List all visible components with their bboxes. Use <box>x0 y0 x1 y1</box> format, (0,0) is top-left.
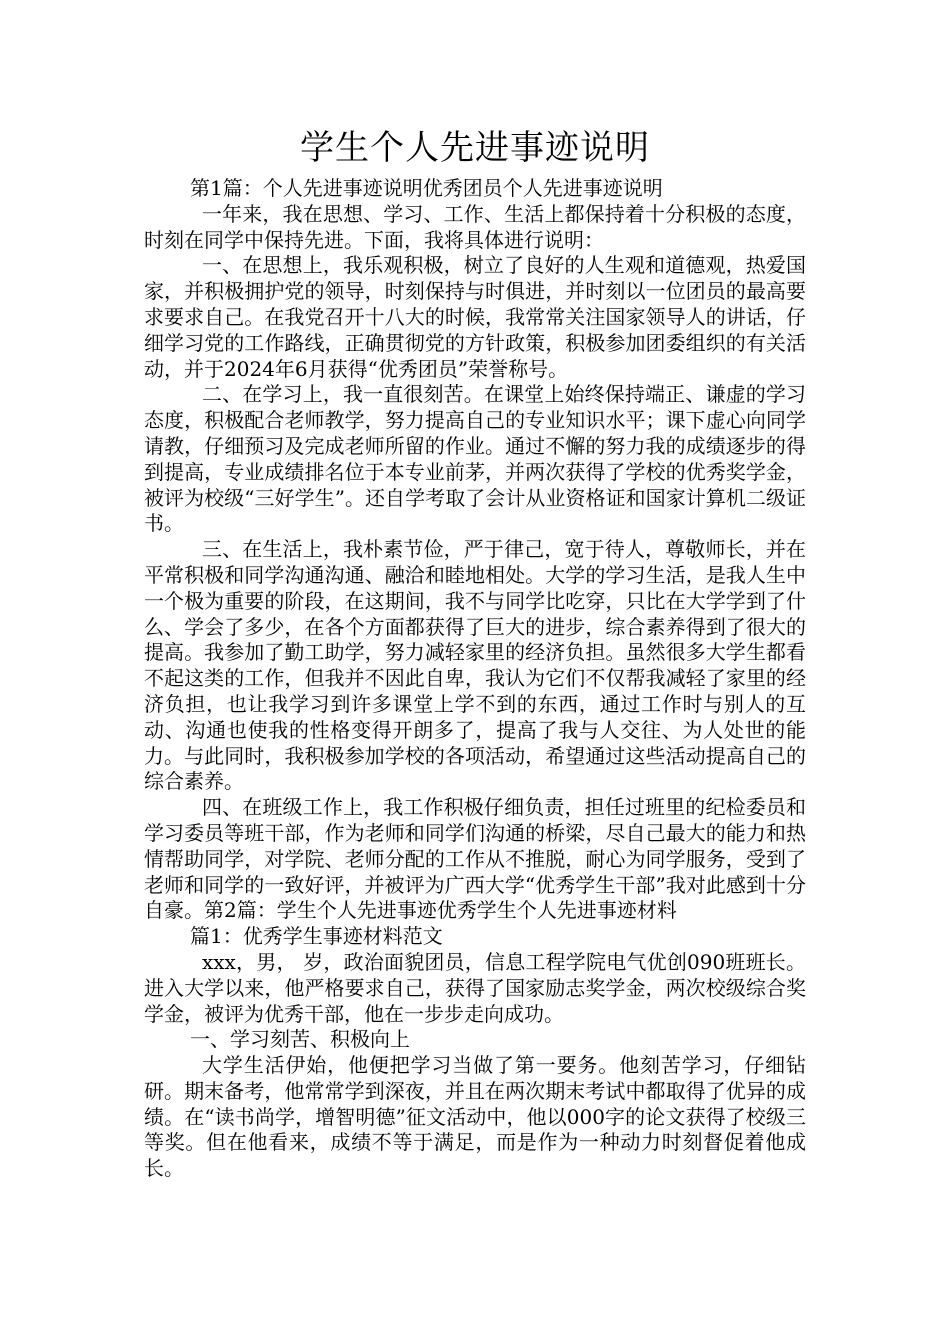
paragraph-university-life: 大学生活伊始，他便把学习当做了第一要务。他刻苦学习，仔细钻研。期末备考，他常常学到深夜，并且在两次期末考试中都取得了优异的成绩。在“读书尚学，增智明德”征文活动中，他以000字的论文获得了校级三等奖。但在他看来，成绩不等于满足，而是作为一种动力时刻督促着他成长。 <box>144 1053 806 1181</box>
paragraph-student-profile: xxx，男， 岁，政治面貌团员，信息工程学院电气优创090班班长。进入大学以来，他严格要求自己，获得了国家励志奖学金，两次校级综合奖学金，被评为优秀干部，他在一步步走向成功。 <box>144 949 806 1026</box>
paragraph-intro: 一年来，我在思想、学习、工作、生活上都保持着十分积极的态度，时刻在同学中保持先进。下面，我将具体进行说明： <box>144 201 806 252</box>
section-heading-2: 篇1：优秀学生事迹材料范文 <box>190 924 443 949</box>
paragraph-ideology: 一、在思想上，我乐观积极，树立了良好的人生观和道德观，热爱国家，并积极拥护党的领导，时刻保持与时俱进，并时刻以一位团员的最高要求要求自己。在我党召开十八大的时候，我常常关注国家领导人的讲话，仔细学习党的工作路线，正确贯彻党的方针政策，积极参加团委组织的有关活动，并于2024年6月获得“优秀团员”荣誉称号。 <box>144 253 806 381</box>
document-body <box>144 176 806 1182</box>
paragraph-class-work: 四、在班级工作上，我工作积极仔细负责，担任过班里的纪检委员和学习委员等班干部，作为老师和同学们沟通的桥梁，尽自己最大的能力和热情帮助同学，对学院、老师分配的工作从不推脱，耐心为同学服务，受到了老师和同学的一致好评，并被评为广西大学“优秀学生干部”我对此感到十分自豪。第2篇：学生个人先进事迹优秀学生个人先进事迹材料 <box>144 795 806 923</box>
section-heading-1: 第1篇：个人先进事迹说明优秀团员个人先进事迹说明 <box>190 176 663 200</box>
document-title: 学生个人先进事迹说明 <box>300 128 650 168</box>
paragraph-life: 三、在生活上，我朴素节俭，严于律己，宽于待人，尊敬师长，并在平常积极和同学沟通沟通、融洽和睦地相处。大学的学习生活，是我人生中一个极为重要的阶段，在这期间，我不与同学比吃穿，只比在大学学到了什么、学会了多少，在各个方面都获得了巨大的进步，综合素养得到了很大的提高。我参加了勤工助学，努力减轻家里的经济负担。虽然很多大学生都看不起这类的工作，但我并不因此自卑，我认为它们不仅帮我减轻了家里的经济负担，也让我学习到许多课堂上学不到的东西，通过工作时与别人的互动、沟通也使我的性格变得开朗多了，提高了我与人交往、为人处世的能力。与此同时，我积极参加学校的各项活动，希望通过这些活动提高自己的综合素养。 <box>144 537 806 794</box>
subheading-study: 一、学习刻苦、积极向上 <box>190 1027 410 1052</box>
paragraph-study: 二、在学习上，我一直很刻苦。在课堂上始终保持端正、谦虚的学习态度，积极配合老师教学，努力提高自己的专业知识水平；课下虚心向同学请教，仔细预习及完成老师所留的作业。通过不懈的努力我的成绩逐步的得到提高，专业成绩排名位于本专业前茅，并两次获得了学校的优秀奖学金，被评为校级“三好学生”。还自学考取了会计从业资格证和国家计算机二级证书。 <box>144 382 806 536</box>
